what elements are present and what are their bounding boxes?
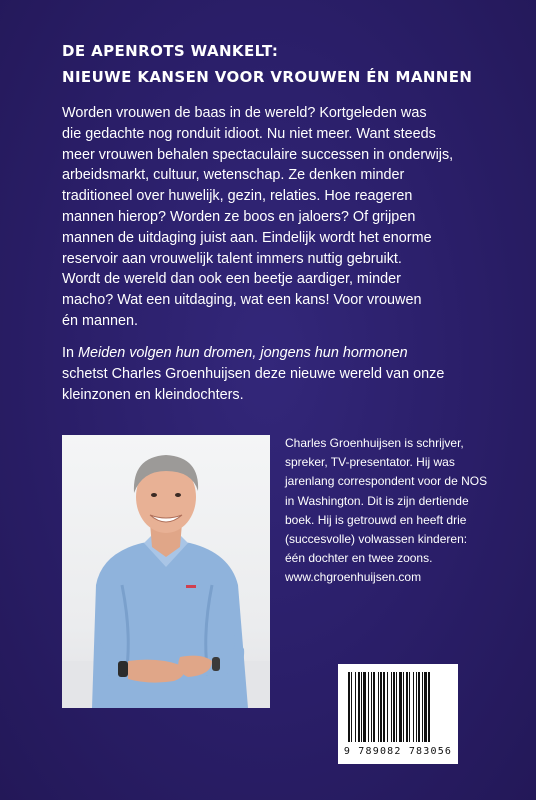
headline [62,38,502,90]
bio-line: in Washington. Dit is zijn dertiende [285,493,469,508]
barcode-bars [338,664,458,746]
bio-line: jarenlang correspondent voor de NOS [285,474,488,489]
barcode-bar [378,672,379,742]
barcode-bar [391,672,392,742]
barcode-bar [409,672,410,742]
blurb-line: meer vrouwen behalen spectaculaire successen in onderwijs, [62,146,454,163]
blurb-line: Worden vrouwen de baas in de wereld? Kortgeleden was [62,105,427,121]
blurb-line: mannen de uitdaging juist aan. Eindelijk wordt het enorme [62,229,432,246]
barcode-bar [380,672,382,742]
bio-line: spreker, TV-presentator. Hij was [285,455,455,470]
bio-line: Charles Groenhuijsen is schrijver, [285,436,464,450]
author-photo [62,435,270,708]
barcode-bar [371,672,372,742]
blurb-line: Wordt de wereld dan ook een beetje aardiger, minder [62,271,401,288]
author-portrait-illustration [62,435,270,708]
blurb-paragraph [62,103,512,332]
barcode-bar [399,672,402,742]
barcode-bar [363,672,366,742]
isbn-barcode [338,664,458,764]
barcode-bar [393,672,395,742]
barcode-bar [424,672,427,742]
barcode-bar [428,672,430,742]
summary-lead: In [62,345,78,361]
bio-line: (succesvolle) volwassen kinderen: [285,532,468,547]
book-summary-paragraph [62,343,512,405]
barcode-bar [396,672,397,742]
bio-line: één dochter en twee zoons. [285,551,433,566]
barcode-bar [413,672,414,742]
barcode-bar [361,672,362,742]
barcode-bar [422,672,423,742]
blurb-line: reservoir aan vrouwelijk talent immers nuttig gebruikt. [62,250,402,267]
barcode-bar [355,672,356,742]
summary-line-2: schetst Charles Groenhuijsen deze nieuwe wereld van onze [62,365,445,382]
barcode-bar [387,672,388,742]
author-bio [285,434,525,588]
blurb-line: traditioneel over huwelijk, gezin, relaties. Hoe reageren [62,188,413,205]
headline-line-2: NIEUWE KANSEN VOOR VROUWEN ÉN MANNEN [62,68,473,86]
bio-line: boek. Hij is getrouwd en heeft drie [285,512,467,527]
blurb-line: die gedachte nog ronduit idioot. Nu niet meer. Want steeds [62,125,436,142]
blurb-line: arbeidsmarkt, cultuur, wetenschap. Ze denken minder [62,167,405,184]
barcode-bar [416,672,417,742]
barcode-bar [373,672,375,742]
author-website: www.chgroenhuijsen.com [285,570,422,585]
barcode-bar [368,672,369,742]
barcode-bar [418,672,420,742]
summary-line-3: kleinzonen en kleindochters. [62,386,244,403]
book-title: Meiden volgen hun dromen, jongens hun hormonen [78,345,408,361]
barcode-bar [358,672,360,742]
blurb-line: én mannen. [62,312,139,329]
barcode-bar [348,672,350,742]
summary-line-1 [62,343,512,364]
isbn-number: 9 789082 783056 [343,746,453,757]
barcode-bar [406,672,408,742]
barcode-bar [403,672,404,742]
barcode-bar [383,672,385,742]
barcode-bar [351,672,352,742]
headline-line-1: DE APENROTS WANKELT: [62,42,279,60]
blurb-line: macho? Wat een uitdaging, wat een kans! Voor vrouwen [62,292,422,309]
blurb-line: mannen hierop? Worden ze boos en jaloers? Of grijpen [62,208,416,225]
